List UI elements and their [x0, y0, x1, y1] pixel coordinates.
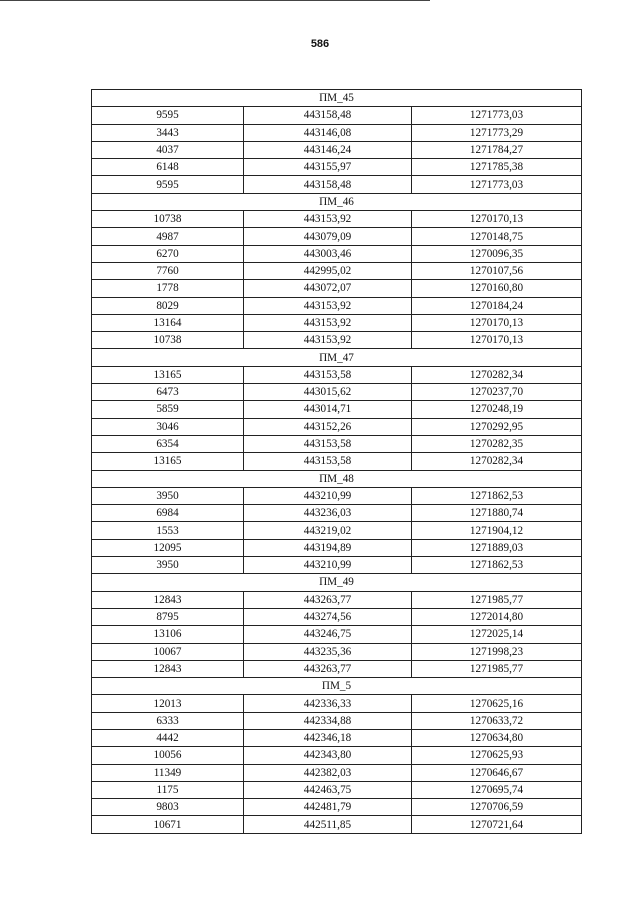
y-coordinate-cell: 1270695,74 — [412, 781, 582, 798]
table-row — [92, 799, 582, 816]
section-title: ПМ_46 — [92, 193, 582, 210]
point-number-cell: 1175 — [92, 781, 244, 798]
point-number-cell: 5859 — [92, 401, 244, 418]
point-number-cell: 10738 — [92, 211, 244, 228]
x-coordinate-cell: 442463,75 — [244, 781, 412, 798]
y-coordinate-cell: 1272025,14 — [412, 626, 582, 643]
table-row — [92, 522, 582, 539]
point-number-cell: 4987 — [92, 228, 244, 245]
section-title: ПМ_48 — [92, 470, 582, 487]
x-coordinate-cell: 443079,09 — [244, 228, 412, 245]
y-coordinate-cell: 1270170,13 — [412, 332, 582, 349]
y-coordinate-cell: 1270282,34 — [412, 453, 582, 470]
point-number-cell: 11349 — [92, 764, 244, 781]
y-coordinate-cell: 1271773,29 — [412, 124, 582, 141]
section-title: ПМ_5 — [92, 678, 582, 695]
section-header-row — [92, 90, 582, 107]
table-row — [92, 176, 582, 193]
x-coordinate-cell: 443153,58 — [244, 435, 412, 452]
point-number-cell: 3950 — [92, 487, 244, 504]
table-row — [92, 591, 582, 608]
coordinates-table — [91, 89, 582, 834]
x-coordinate-cell: 443152,26 — [244, 418, 412, 435]
table-row — [92, 539, 582, 556]
x-coordinate-cell: 443153,58 — [244, 453, 412, 470]
section-title: ПМ_49 — [92, 574, 582, 591]
point-number-cell: 12843 — [92, 660, 244, 677]
y-coordinate-cell: 1271862,53 — [412, 487, 582, 504]
x-coordinate-cell: 442336,33 — [244, 695, 412, 712]
table-row — [92, 262, 582, 279]
x-coordinate-cell: 443153,58 — [244, 366, 412, 383]
x-coordinate-cell: 443219,02 — [244, 522, 412, 539]
point-number-cell: 9595 — [92, 107, 244, 124]
y-coordinate-cell: 1270107,56 — [412, 262, 582, 279]
x-coordinate-cell: 442334,88 — [244, 712, 412, 729]
table-row — [92, 159, 582, 176]
x-coordinate-cell: 443263,77 — [244, 591, 412, 608]
point-number-cell: 6333 — [92, 712, 244, 729]
x-coordinate-cell: 443072,07 — [244, 280, 412, 297]
y-coordinate-cell: 1271880,74 — [412, 505, 582, 522]
table-row — [92, 626, 582, 643]
table-row — [92, 401, 582, 418]
point-number-cell: 12013 — [92, 695, 244, 712]
y-coordinate-cell: 1271862,53 — [412, 557, 582, 574]
section-header-row — [92, 349, 582, 366]
y-coordinate-cell: 1271985,77 — [412, 591, 582, 608]
y-coordinate-cell: 1270721,64 — [412, 816, 582, 833]
point-number-cell: 8029 — [92, 297, 244, 314]
table-row — [92, 141, 582, 158]
y-coordinate-cell: 1270160,80 — [412, 280, 582, 297]
x-coordinate-cell: 443263,77 — [244, 660, 412, 677]
point-number-cell: 6270 — [92, 245, 244, 262]
y-coordinate-cell: 1271998,23 — [412, 643, 582, 660]
y-coordinate-cell: 1270148,75 — [412, 228, 582, 245]
x-coordinate-cell: 442343,80 — [244, 747, 412, 764]
table-row — [92, 695, 582, 712]
x-coordinate-cell: 442346,18 — [244, 729, 412, 746]
table-row — [92, 124, 582, 141]
table-row — [92, 384, 582, 401]
table-row — [92, 764, 582, 781]
point-number-cell: 1553 — [92, 522, 244, 539]
point-number-cell: 3443 — [92, 124, 244, 141]
y-coordinate-cell: 1272014,80 — [412, 608, 582, 625]
table-row — [92, 729, 582, 746]
point-number-cell: 10738 — [92, 332, 244, 349]
point-number-cell: 6984 — [92, 505, 244, 522]
x-coordinate-cell: 443210,99 — [244, 487, 412, 504]
top-rule — [0, 0, 430, 1]
point-number-cell: 13165 — [92, 453, 244, 470]
y-coordinate-cell: 1270184,24 — [412, 297, 582, 314]
section-title: ПМ_45 — [92, 90, 582, 107]
point-number-cell: 9803 — [92, 799, 244, 816]
table-row — [92, 107, 582, 124]
section-header-row — [92, 193, 582, 210]
x-coordinate-cell: 443246,75 — [244, 626, 412, 643]
y-coordinate-cell: 1270282,34 — [412, 366, 582, 383]
x-coordinate-cell: 443003,46 — [244, 245, 412, 262]
x-coordinate-cell: 442382,03 — [244, 764, 412, 781]
point-number-cell: 3046 — [92, 418, 244, 435]
point-number-cell: 12843 — [92, 591, 244, 608]
table-row — [92, 781, 582, 798]
x-coordinate-cell: 443014,71 — [244, 401, 412, 418]
y-coordinate-cell: 1271784,27 — [412, 141, 582, 158]
table-row — [92, 366, 582, 383]
section-header-row — [92, 678, 582, 695]
table-row — [92, 332, 582, 349]
x-coordinate-cell: 443146,24 — [244, 141, 412, 158]
point-number-cell: 1778 — [92, 280, 244, 297]
point-number-cell: 7760 — [92, 262, 244, 279]
y-coordinate-cell: 1270096,35 — [412, 245, 582, 262]
point-number-cell: 9595 — [92, 176, 244, 193]
point-number-cell: 13106 — [92, 626, 244, 643]
point-number-cell: 4442 — [92, 729, 244, 746]
table-row — [92, 211, 582, 228]
point-number-cell: 12095 — [92, 539, 244, 556]
point-number-cell: 10067 — [92, 643, 244, 660]
y-coordinate-cell: 1270625,93 — [412, 747, 582, 764]
x-coordinate-cell: 442511,85 — [244, 816, 412, 833]
y-coordinate-cell: 1270170,13 — [412, 211, 582, 228]
x-coordinate-cell: 443158,48 — [244, 176, 412, 193]
x-coordinate-cell: 443194,89 — [244, 539, 412, 556]
x-coordinate-cell: 443153,92 — [244, 332, 412, 349]
point-number-cell: 3950 — [92, 557, 244, 574]
point-number-cell: 6354 — [92, 435, 244, 452]
x-coordinate-cell: 442995,02 — [244, 262, 412, 279]
table-row — [92, 280, 582, 297]
y-coordinate-cell: 1271889,03 — [412, 539, 582, 556]
y-coordinate-cell: 1270646,67 — [412, 764, 582, 781]
x-coordinate-cell: 443153,92 — [244, 314, 412, 331]
y-coordinate-cell: 1270625,16 — [412, 695, 582, 712]
y-coordinate-cell: 1270292,95 — [412, 418, 582, 435]
table-row — [92, 453, 582, 470]
x-coordinate-cell: 443236,03 — [244, 505, 412, 522]
y-coordinate-cell: 1271785,38 — [412, 159, 582, 176]
x-coordinate-cell: 443274,56 — [244, 608, 412, 625]
coordinates-table-body — [92, 90, 582, 834]
point-number-cell: 6148 — [92, 159, 244, 176]
x-coordinate-cell: 443153,92 — [244, 211, 412, 228]
table-row — [92, 747, 582, 764]
y-coordinate-cell: 1270634,80 — [412, 729, 582, 746]
x-coordinate-cell: 443146,08 — [244, 124, 412, 141]
y-coordinate-cell: 1270706,59 — [412, 799, 582, 816]
table-row — [92, 505, 582, 522]
point-number-cell: 4037 — [92, 141, 244, 158]
point-number-cell: 10671 — [92, 816, 244, 833]
x-coordinate-cell: 443210,99 — [244, 557, 412, 574]
y-coordinate-cell: 1271904,12 — [412, 522, 582, 539]
table-row — [92, 608, 582, 625]
x-coordinate-cell: 443155,97 — [244, 159, 412, 176]
table-row — [92, 435, 582, 452]
page-number: 586 — [310, 38, 330, 50]
table-row — [92, 712, 582, 729]
table-row — [92, 314, 582, 331]
x-coordinate-cell: 442481,79 — [244, 799, 412, 816]
table-row — [92, 297, 582, 314]
table-row — [92, 228, 582, 245]
point-number-cell: 6473 — [92, 384, 244, 401]
y-coordinate-cell: 1271773,03 — [412, 176, 582, 193]
y-coordinate-cell: 1270282,35 — [412, 435, 582, 452]
y-coordinate-cell: 1270248,19 — [412, 401, 582, 418]
section-header-row — [92, 470, 582, 487]
table-row — [92, 660, 582, 677]
point-number-cell: 13165 — [92, 366, 244, 383]
point-number-cell: 8795 — [92, 608, 244, 625]
table-row — [92, 418, 582, 435]
point-number-cell: 10056 — [92, 747, 244, 764]
point-number-cell: 13164 — [92, 314, 244, 331]
y-coordinate-cell: 1270237,70 — [412, 384, 582, 401]
y-coordinate-cell: 1271985,77 — [412, 660, 582, 677]
y-coordinate-cell: 1270633,72 — [412, 712, 582, 729]
table-row — [92, 816, 582, 833]
table-row — [92, 487, 582, 504]
x-coordinate-cell: 443015,62 — [244, 384, 412, 401]
y-coordinate-cell: 1271773,03 — [412, 107, 582, 124]
x-coordinate-cell: 443235,36 — [244, 643, 412, 660]
y-coordinate-cell: 1270170,13 — [412, 314, 582, 331]
table-row — [92, 557, 582, 574]
x-coordinate-cell: 443158,48 — [244, 107, 412, 124]
section-header-row — [92, 574, 582, 591]
table-row — [92, 643, 582, 660]
section-title: ПМ_47 — [92, 349, 582, 366]
table-row — [92, 245, 582, 262]
x-coordinate-cell: 443153,92 — [244, 297, 412, 314]
